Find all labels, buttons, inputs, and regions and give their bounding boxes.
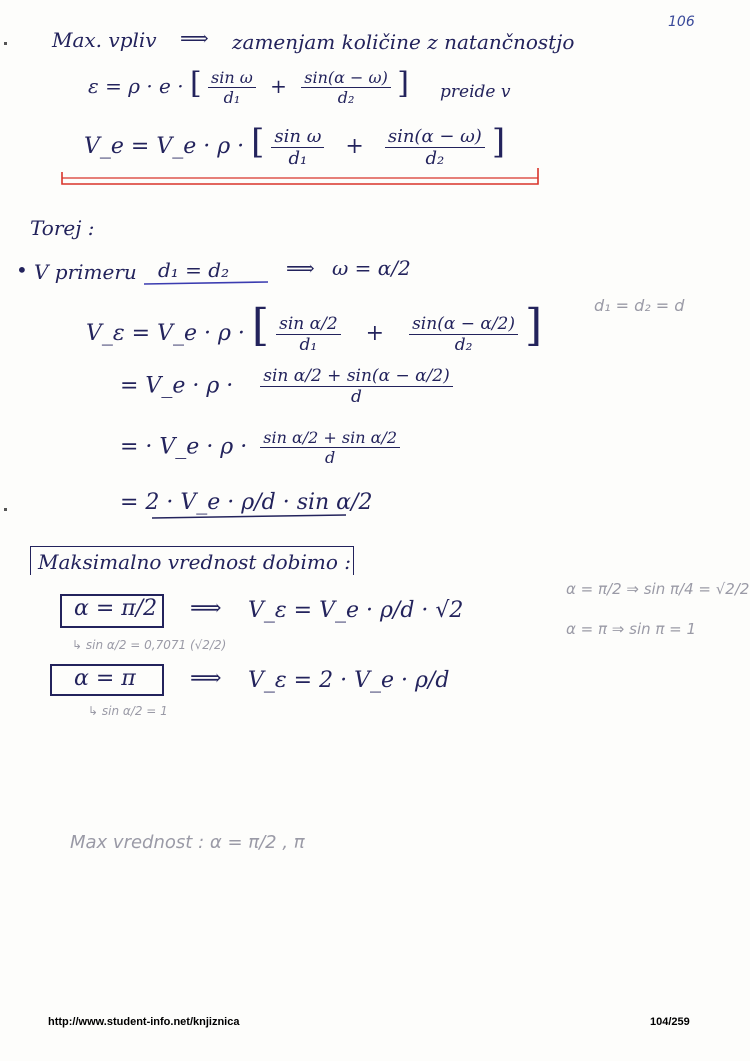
eq1-t2-den: d₂: [337, 88, 355, 107]
footer-page-number: 104/259: [650, 1016, 690, 1028]
deriv-line3-num: sin α/2 + sin α/2: [260, 428, 400, 448]
max2-arrow: ⟹: [190, 666, 222, 691]
max2-sub: ↳ sin α/2 = 1: [88, 704, 168, 718]
eq1-t2-num: sin(α − ω): [301, 68, 391, 88]
case-label: V primeru: [34, 260, 137, 284]
deriv-line3-lhs: = · V_e · ρ ·: [120, 434, 248, 460]
eq2-t1-num: sin ω: [271, 126, 324, 148]
side-note-1: d₁ = d₂ = d: [594, 296, 685, 315]
max2-result: V_ε = 2 · V_e · ρ/d: [248, 668, 450, 693]
max2-cond: α = π: [74, 666, 136, 691]
eq2-t1-den: d₁: [288, 147, 308, 169]
deriv-line1-plus: +: [365, 321, 385, 346]
deriv-line1-t2-den: d₂: [454, 334, 473, 355]
heading-left: Max. vpliv: [52, 28, 157, 52]
deriv-line3-den: d: [324, 448, 336, 467]
torej-label: Torej :: [30, 216, 95, 240]
deriv-line2-num: sin α/2 + sin(α − α/2): [260, 366, 453, 387]
eq2-row: V_e = V_e · ρ · [ $\frac{\text{sin ω}}{\text{d₁}}$ + $\frac{\sin(\alpha - \omega)}{\text{d₂}}$ ]: [84, 122, 506, 169]
deriv-line1-t1-den: d₁: [299, 334, 318, 355]
side-note-2: α = π/2 ⇒ sin π/4 = √2/2: [566, 580, 750, 598]
max1-cond: α = π/2: [74, 596, 158, 621]
eq1-plus: +: [270, 74, 287, 98]
footer-url[interactable]: http://www.student-info.net/knjiznica: [48, 1016, 240, 1028]
page-corner-number: 106: [668, 14, 695, 30]
max1-arrow: ⟹: [190, 596, 222, 621]
max-heading: Maksimalno vrednost dobimo :: [38, 550, 351, 574]
deriv-line1: V_ε = V_e · ρ · [ $\frac{\text{sin α/2}}{\text{d₁}}$ + $\frac{\sin(\alpha - \alpha/2)}{\text{d₂}}$ ]: [86, 300, 543, 355]
max1-result: V_ε = V_e · ρ/d · √2: [248, 598, 464, 623]
eq2-t2-den: d₂: [425, 147, 445, 169]
deriv-line1-t2-num: sin(α − α/2): [409, 314, 518, 335]
eq2-lhs: V_e = V_e · ρ ·: [84, 134, 245, 159]
deriv-line4: = 2 · V_e · ρ/d · sin α/2: [120, 490, 373, 515]
deriv-line1-t1-num: sin α/2: [276, 314, 341, 335]
heading-right: zamenjam količine z natančnostjo: [232, 30, 575, 54]
heading-arrow: ⟹: [180, 26, 209, 50]
deriv-line2-lhs: = V_e · ρ ·: [120, 373, 234, 399]
side-note-3: α = π ⇒ sin π = 1: [566, 620, 697, 638]
case-condition: d₁ = d₂: [158, 258, 230, 282]
eq2-plus: +: [345, 134, 364, 159]
case-arrow: ⟹: [286, 256, 315, 280]
eq1-t1-den: d₁: [223, 88, 241, 107]
case-result: ω = α/2: [332, 256, 411, 280]
case-bullet: •: [16, 258, 28, 282]
eq1-lhs: ε = ρ · e ·: [88, 74, 184, 98]
eq1-row: ε = ρ · e · [ $\frac{\text{sin ω}}{\text{d₁}}$ + $\frac{\sin(\alpha - \omega)}{\text{d₂}}$ ]: [88, 66, 409, 107]
deriv-line2-den: d: [351, 387, 362, 407]
max-value-note: Max vrednost : α = π/2 , π: [70, 832, 305, 853]
deriv-line1-lhs: V_ε = V_e · ρ ·: [86, 321, 245, 346]
eq2-t2-num: sin(α − ω): [385, 126, 485, 148]
eq1-t1-num: sin ω: [208, 68, 256, 88]
eq1-note: preide v: [440, 82, 511, 102]
max1-sub: ↳ sin α/2 = 0,7071 (√2/2): [72, 638, 227, 652]
